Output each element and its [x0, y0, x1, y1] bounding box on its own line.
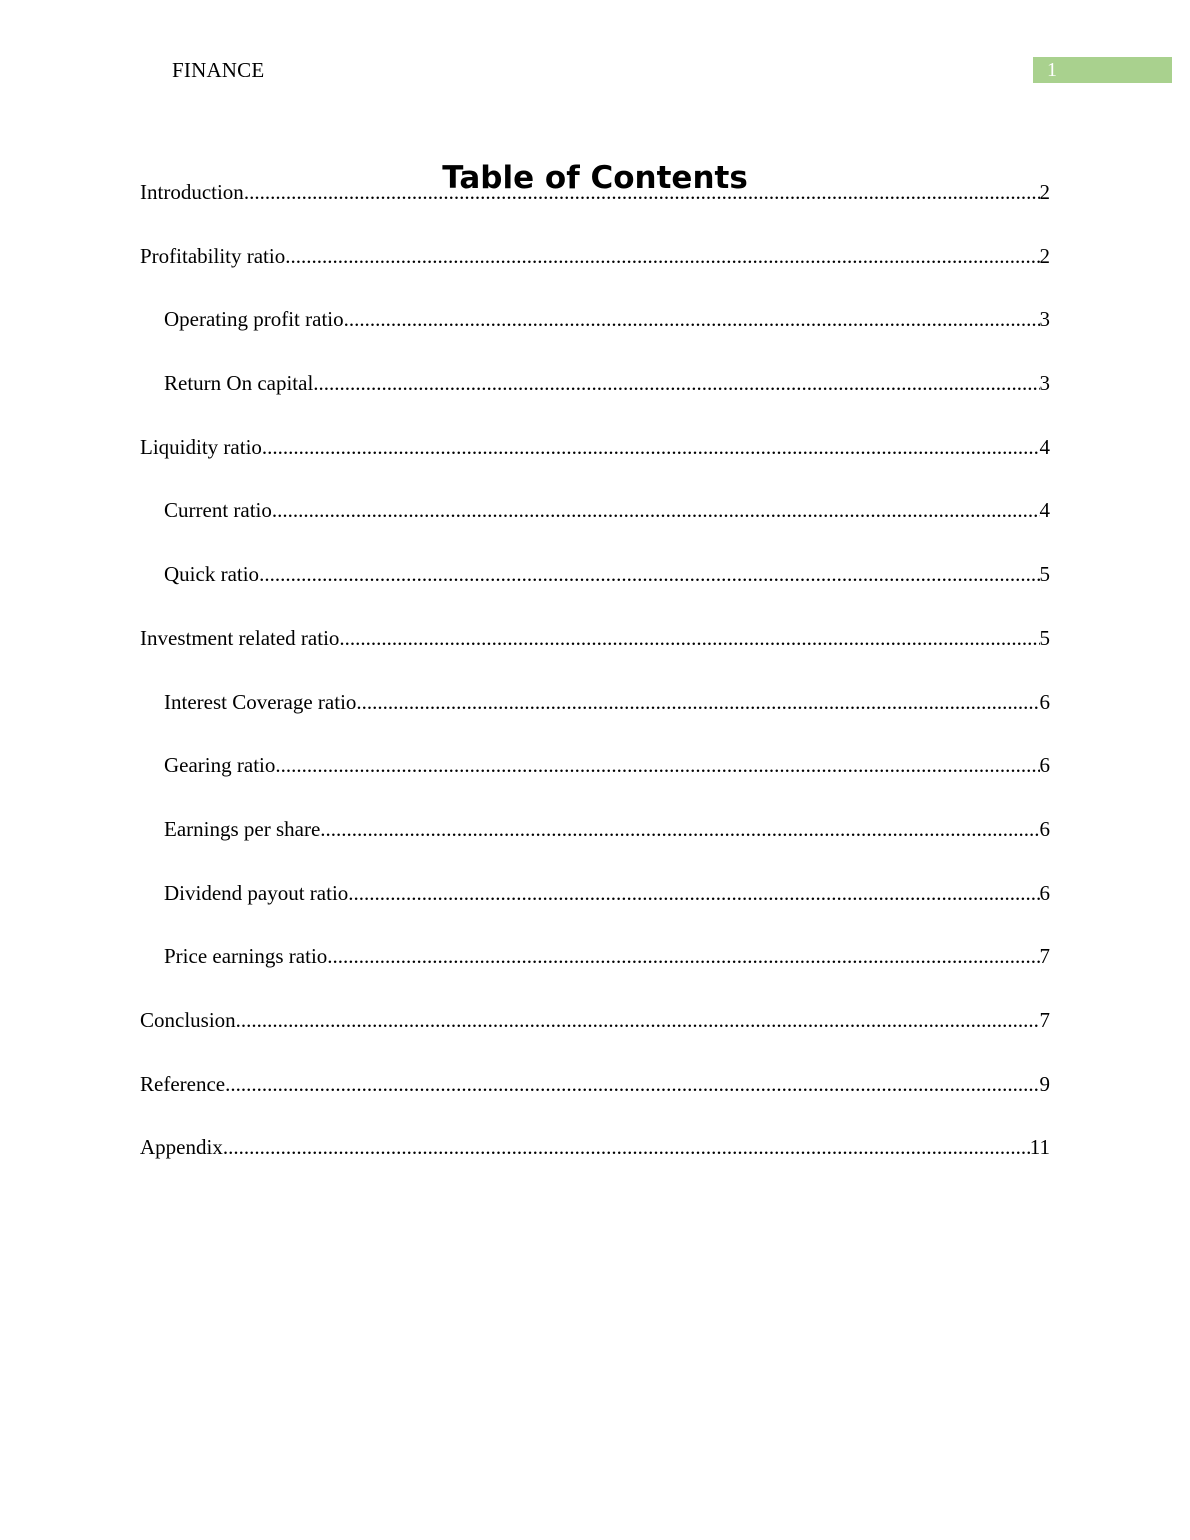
toc-heading: Table of Contents: [442, 159, 748, 196]
toc-entry-label: Conclusion: [140, 1007, 236, 1032]
toc-entry-page: 2: [1039, 180, 1050, 204]
toc-link[interactable]: [164, 942, 1050, 970]
toc-entry-gearing-ratio: [140, 751, 1050, 815]
toc-dot-leader: [262, 433, 1040, 461]
toc-entry-earnings-per-share: [140, 815, 1050, 879]
toc-link[interactable]: [164, 751, 1050, 779]
toc-dot-leader: [339, 624, 1039, 652]
toc-link[interactable]: [164, 496, 1050, 524]
toc-entry-label: Appendix: [140, 1135, 223, 1160]
toc-entry-label: Operating profit ratio: [164, 307, 344, 332]
toc-link[interactable]: [140, 624, 1050, 652]
toc-entry-label: Profitability ratio: [140, 243, 286, 268]
toc-dot-leader: [344, 305, 1040, 333]
toc-entry-investment-related-ratio: [140, 624, 1050, 688]
document-header-title: FINANCE: [172, 58, 265, 82]
toc-link[interactable]: [140, 433, 1050, 461]
toc-entry-page: 4: [1039, 498, 1050, 523]
toc-dot-leader: [272, 496, 1040, 524]
toc-entry-label: Introduction: [140, 180, 244, 204]
toc-entry-label: Interest Coverage ratio: [164, 689, 357, 714]
toc-entry-label: Investment related ratio: [140, 625, 340, 650]
toc-dot-leader: [225, 1070, 1039, 1098]
toc-entry-page: 5: [1039, 562, 1050, 587]
toc-entry-label: Liquidity ratio: [140, 434, 262, 459]
toc-entry-page: 11: [1029, 1135, 1050, 1160]
toc-dot-leader: [320, 815, 1039, 843]
toc-dot-leader: [313, 369, 1039, 397]
toc-entry-liquidity-ratio: [140, 433, 1050, 497]
toc-dot-leader: [259, 560, 1039, 588]
toc-dot-leader: [275, 751, 1039, 779]
toc-entry-return-on-capital: [140, 369, 1050, 433]
toc-entry-page: 2: [1039, 243, 1050, 268]
table-of-contents: [140, 178, 1050, 1197]
toc-link[interactable]: [164, 560, 1050, 588]
toc-entry-page: 4: [1039, 434, 1050, 459]
toc-entry-conclusion: [140, 1006, 1050, 1070]
toc-dot-leader: [223, 1133, 1030, 1161]
toc-link[interactable]: [140, 1133, 1050, 1161]
toc-link[interactable]: [164, 815, 1050, 843]
toc-entry-price-earnings-ratio: [140, 942, 1050, 1006]
toc-entry-page: 6: [1039, 880, 1050, 905]
toc-entry-page: 9: [1039, 1071, 1050, 1096]
toc-link[interactable]: [164, 369, 1050, 397]
toc-entry-operating-profit-ratio: [140, 305, 1050, 369]
toc-entry-page: 6: [1039, 816, 1050, 841]
toc-entry-label: Price earnings ratio: [164, 944, 328, 969]
toc-entry-dividend-payout-ratio: [140, 879, 1050, 943]
toc-entry-label: Dividend payout ratio: [164, 880, 349, 905]
toc-entry-appendix: [140, 1133, 1050, 1197]
toc-entry-page: 5: [1039, 625, 1050, 650]
toc-dot-leader: [327, 942, 1039, 970]
toc-entry-page: 3: [1039, 307, 1050, 332]
toc-link[interactable]: [164, 879, 1050, 907]
toc-entry-label: Gearing ratio: [164, 753, 276, 778]
toc-dot-leader: [236, 1006, 1040, 1034]
toc-entry-page: 7: [1039, 944, 1050, 969]
page-number-badge: [1033, 57, 1172, 83]
toc-entry-label: Earnings per share: [164, 816, 321, 841]
toc-entry-interest-coverage-ratio: [140, 688, 1050, 752]
toc-link[interactable]: [164, 688, 1050, 716]
toc-link[interactable]: [164, 305, 1050, 333]
toc-link[interactable]: [140, 1006, 1050, 1034]
toc-dot-leader: [348, 879, 1039, 907]
toc-entry-reference: [140, 1070, 1050, 1134]
toc-dot-leader: [244, 178, 1040, 206]
toc-link[interactable]: [140, 178, 1050, 206]
toc-link[interactable]: [140, 242, 1050, 270]
toc-entry-page: 3: [1039, 371, 1050, 396]
toc-dot-leader: [356, 688, 1039, 716]
toc-entry-current-ratio: [140, 496, 1050, 560]
toc-entry-label: Quick ratio: [164, 562, 260, 587]
toc-entry-quick-ratio: [140, 560, 1050, 624]
toc-entry-page: 6: [1039, 689, 1050, 714]
toc-entry-profitability-ratio: [140, 242, 1050, 306]
toc-entry-label: Reference: [140, 1071, 226, 1096]
toc-entry-label: Current ratio: [164, 498, 272, 523]
toc-entry-label: Return On capital: [164, 371, 314, 396]
toc-entry-page: 7: [1039, 1007, 1050, 1032]
toc-entry-page: 6: [1039, 753, 1050, 778]
page-number: 1: [1047, 59, 1057, 81]
toc-entry-introduction: [140, 178, 1050, 242]
toc-dot-leader: [285, 242, 1039, 270]
toc-link[interactable]: [140, 1070, 1050, 1098]
